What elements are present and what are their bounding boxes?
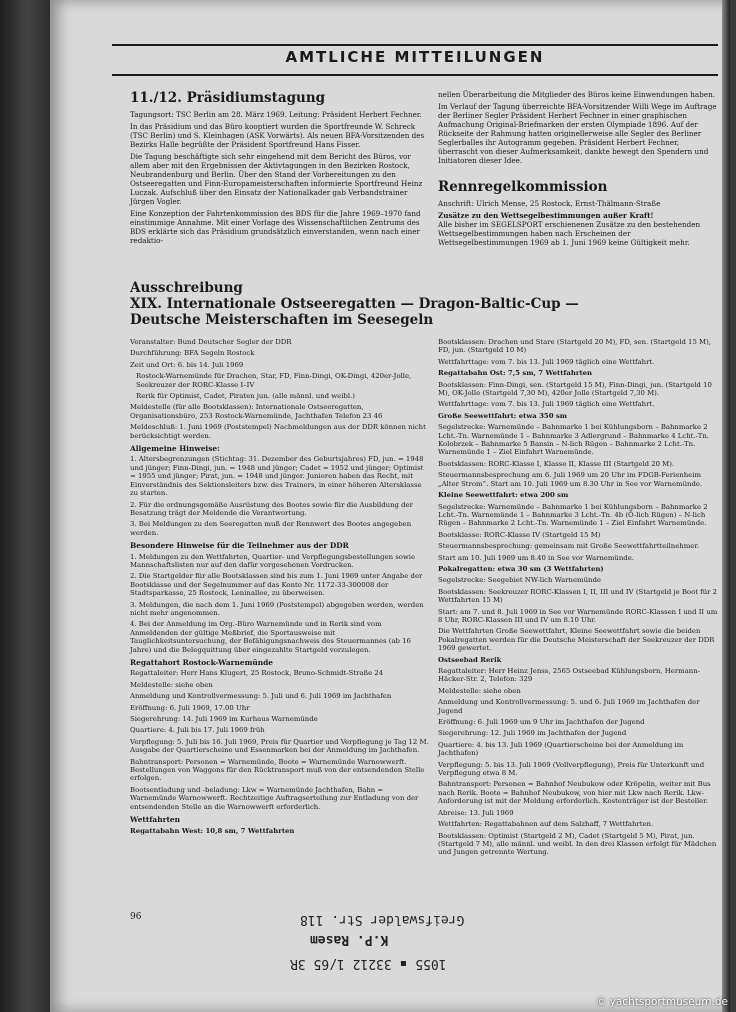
text-line: Veranstalter: Bund Deutscher Segler der DDR: [130, 338, 292, 346]
text-line: Bootsentladung und -beladung: Lkw = Warnemünde Jachthafen, Bahn = Warnemünde Warnowwerft. Rechtzeitige Auftragserteilung zur Entladung von der entsendenden Stelle an die Warnowwerft erforderlich.: [130, 785, 419, 811]
paragraph: Tagungsort: TSC Berlin am 28. März 1969. Leitung: Präsident Herbert Fechner.: [130, 110, 422, 119]
text-line: Quartiere: 4. bis 13. Juli 1969 (Quartierscheine bei der Anmeldung im Jachthafen): [438, 740, 684, 758]
top-right-column: [438, 90, 720, 250]
allgemeine-hinweise-title: Allgemeine Hinweise:: [130, 444, 220, 454]
text-line: Siegerehrung: 14. Juli 1969 im Kurhaus Warnemünde: [130, 715, 318, 724]
text-line: Wettfahrten: Regattabahnen auf dem Salzhaff, 7 Wettfahrten.: [438, 820, 654, 829]
ausschreibung-label: Ausschreibung: [130, 280, 243, 296]
list-item: 1. Meldungen zu den Wettfahrten, Quartier- und Verpflegungsbestellungen sowie Mannschaftslisten nur auf den dafür vorgesehenen Vordrucken.: [130, 552, 416, 569]
text-line: Bootsklassen: RORC-Klasse I, Klasse II, Klasse III (Startgeld 20 M).: [438, 459, 675, 468]
text-line: Bootsklassen: Seekreuzer RORC-Klassen I, II, III und IV (Startgeld je Boot für 2 Wettfahrten 15 M): [438, 587, 718, 605]
book-binding: [0, 0, 50, 1012]
text-line: Meldestelle: siehe oben: [438, 686, 521, 695]
text-line: Bootsklassen: Finn-Dingi, sen. (Startgeld 15 M), Finn-Dingi, jun. (Startgeld 10 M), OK-Jolle (Startgeld 7,30 M), 420er Jolle (Startgeld 7,30 M).: [438, 380, 712, 398]
text-line: Segelstrecke: Warnemünde – Bahnmarke 1 bei Kühlungsborn – Bahnmarke 2 Lcht.-Tn. Warnemünde 1 – Bahnmarke 3 Adlergrund – Bahnmarke 4 Lcht.-Tn. Kolobrzek – Bahnmarke 5 Bansin – N-lich Rügen – Bahnmarke 2 Lcht.-Tn. Warnemünde 1 – Ziel Einfahrt Warnemünde.: [438, 423, 709, 457]
text-line: Segelstrecke: Warnemünde – Bahnmarke 1 bei Kühlungsborn – Bahnmarke 2 Lcht.-Tn. Warnemünde 1 – Bahnmarke 3 Lcht.-Tn. 4b (Ö-lich Rügen) – N-lich Rügen – Bahnmarke 2 Lcht.-Tn. Warnemünde 1 – Ziel Einfahrt Warnemünde.: [438, 502, 708, 528]
text-line: Meldeschluß: 1. Juni 1969 (Poststempel) Nachmeldungen aus der DDR können nicht berücksichtigt werden.: [130, 423, 426, 440]
wettfahrten-title: Wettfahrten: [130, 815, 180, 825]
list-item: 3. Meldungen, die nach dem 1. Juni 1969 (Poststempel) abgegeben werden, werden nicht mehr angenommen.: [130, 600, 424, 617]
list-item: 4. Bei der Anmeldung im Org.-Büro Warnemünde und in Rerik sind vom Anmeldenden der gültige Meßbrief, die Sportausweise mit Tauglichkeitsuntersuchung, der Befähigungsnachweis des Steuermannes (ab 16 Jahre) und die Belegquittung über eingezahlte Startgeld vorzulegen.: [130, 620, 411, 654]
text-line: Start am 10. Juli 1969 um 8.40 in See vor Warnemünde.: [438, 553, 634, 562]
text-line: Bootsklasse: RORC-Klasse IV (Startgeld 15 M): [438, 530, 601, 539]
text-line: Verpflegung: 5. bis 13. Juli 1969 (Vollverpflegung), Preis für Unterkunft und Verpflegung etwa 8 M.: [438, 760, 705, 778]
text-line: Anmeldung und Kontrollvermessung: 5. Juli und 6. Juli 1969 im Jachthafen: [130, 692, 392, 701]
text-line: Pokalregatten: etwa 30 sm (3 Wettfahrten): [438, 564, 604, 573]
text-line: Regattabahn Ost: 7,5 sm, 7 Wettfahrten: [438, 369, 593, 378]
page-edge-shadow: [722, 0, 730, 1012]
zusaetze-title: Zusätze zu den Wettsegelbestimmungen außer Kraft!: [438, 211, 654, 220]
anschrift: Anschrift: Ulrich Mense, 25 Rostock, Ernst-Thälmann-Straße: [438, 199, 661, 208]
right-column: [438, 338, 722, 860]
list-item: 2. Die Startgelder für alle Bootsklassen sind bis zum 1. Juni 1969 unter Angabe der Bootsklasse und der Segelnummer auf das Konto Nr. 1172-33-300008 der Stadtsparkasse, 25 Rostock, Leninallee, zu überweisen.: [130, 572, 423, 598]
text-line: Meldestelle: siehe oben: [130, 680, 213, 689]
text-line: Bootsklassen: Optimist (Startgeld 2 M), Cadet (Startgeld 5 M), Pirat, jun. (Startgeld 7 M), alle männl. und weibl. In den drei Klassen erfolgt für Mädchen und Jungen getrennte Wertung.: [438, 831, 717, 857]
text-line: Bahntransport: Personen = Warnemünde, Boote = Warnemünde Warnowwerft. Bestellungen von Waggons für den Rücktransport muß von der entsendenden Stelle erfolgen.: [130, 757, 425, 783]
section-header: AMTLICHE MITTEILUNGEN: [285, 48, 545, 66]
ausschreibung-heading: [130, 280, 720, 328]
text-line: Regattaleiter: Herr Heinz Jenss, 2565 Ostseebad Kühlungsborn, Hermann-Häcker-Str. 2, Telefon: 329: [438, 667, 701, 684]
text-line: Ostseebad Rerik: [438, 655, 502, 664]
text-line: Rostock-Warnemünde für Drachen, Star, FD, Finn-Dingi, OK-Dingi, 420er-Jolle, Seekreuzer der RORC-Klasse I–IV: [136, 372, 412, 389]
praesidium-column: [130, 90, 430, 248]
list-item: 1. Altersbegrenzungen (Stichtag: 31. Dezember des Geburtsjahres) FD, jun. = 1948 und jünger; Finn-Dingi, jun. = 1948 und jünger; Cadet = 1952 und jünger; Optimist = 1955 und jünger; Pirat, jun. = 1948 und jünger. Junioren haben das Recht, mit Einverständnis des Sektionsleiters bzw. des Trainers, in einer höheren Altersklasse zu starten.: [130, 455, 424, 498]
paragraph: Im Verlauf der Tagung überreichte BFA-Vorsitzender Willi Wege im Auftrage der Berliner Segler Präsident Herbert Fechner in einer graphischen Aufmachung Original-Briefmarken der ersten Olympiade 1896. Auf der Rückseite der Rahmung hatten originellerweise alle Segler des Berliner Seglerballes ihr Autogramm gegeben. Präsident Herbert Fechner, überrascht von dieser Aufmerksamkeit, dankte bewegt den Spendern und Initiatoren dieser Idee.: [438, 102, 717, 165]
text-line: Steuermannsbesprechung am 6. Juli 1969 um 20 Uhr im FDGB-Ferienheim „Alter Strom“. Start am 10. Juli 1969 um 8.30 Uhr in See vor Warnemünde.: [438, 471, 703, 488]
watermark: © yachtsportmuseum.de: [595, 996, 728, 1008]
list-item: 2. Für die ordnungsgemäße Ausrüstung des Bootes sowie für die Ausbildung der Besatzung trägt der Meldende die Verantwortung.: [130, 500, 413, 517]
text-line: Steuermannsbesprechung: gemeinsam mit Große Seewettfahrtteilnehmer.: [438, 542, 700, 551]
text-line: Siegerehrung: 12. Juli 1969 im Jachthafen der Jugend: [438, 729, 627, 738]
page-number: 96: [130, 912, 142, 922]
text-line: Abreise: 13. Juli 1969: [438, 808, 514, 817]
address-stamp-line-1: Greifswalder Str. 118: [300, 912, 465, 927]
rennregel-heading: Rennregelkommission: [438, 179, 608, 195]
text-line: Bahntransport: Personen = Bahnhof Neubukow oder Kröpelin, weiter mit Bus nach Rerik. Boote = Bahnhof Neubukow, von hier mit Lkw nach Rerik. Lkw-Anforderung ist mit der Meldung erforderlich. Kostenträger ist der Besteller.: [438, 780, 711, 806]
document-page: [50, 0, 730, 1012]
text-line: Segelstrecke: Seegebiet NW-lich Warnemünde: [438, 576, 601, 585]
text-line: Anmeldung und Kontrollvermessung: 5. und 6. Juli 1969 im Jachthafen der Jugend: [438, 698, 700, 715]
paragraph: In das Präsidium und das Büro kooptiert wurden die Sportfreunde W. Schreck (TSC Berlin) und S. Kleinhagen (ASK Vorwärts). Als neuen BFA-Vorsitzenden des Bezirks Halle begrüßte der Präsident Sportfreund Hans Fisser.: [130, 122, 425, 149]
text-line: Regattaleiter: Herr Hans Klugert, 25 Rostock, Bruno-Schmidt-Straße 24: [130, 669, 384, 678]
ausschreibung-title-2: Deutsche Meisterschaften im Seesegeln: [130, 312, 434, 328]
text-line: Verpflegung: 5. Juli bis 16. Juli 1969, Preis für Quartier und Verpflegung je Tag 12 M. Ausgabe der Quartierscheine und Essenmarken bei der Anmeldung im Jachthafen.: [130, 737, 429, 755]
text-line: Große Seewettfahrt: etwa 350 sm: [438, 411, 568, 420]
zusaetze-text: Alle bisher im SEGELSPORT erschienenen Zusätze zu den bestehenden Wettsegelbestimmungen haben nach Erscheinen der Wettsegelbestimmungen 1969 ab 1. Juni 1969 keine Gültigkeit mehr.: [438, 220, 701, 247]
address-stamp-line-2: K.P. Rasem: [310, 932, 389, 947]
text-line: Die Wettfahrten Große Seewettfahrt, Kleine Seewettfahrt sowie die beiden Pokalregatten werden für die Deutsche Meisterschaft der Seekreuzer der DDR 1969 gewertet.: [438, 627, 715, 653]
text-line: Meldestelle (für alle Bootsklassen): Internationale Ostseeregatten, Organisationsbüro, 253 Rostock-Warnemünde, Jachthafen Telefon 23 46: [130, 403, 383, 420]
besondere-hinweise-title: Besondere Hinweise für die Teilnehmer aus der DDR: [130, 541, 349, 551]
header-rule-top: [112, 44, 718, 46]
left-column: [130, 338, 430, 838]
header-rule-bottom: [112, 74, 718, 76]
address-stamp-line-3: 1055 ▪ 33212 1/65 3R: [290, 956, 447, 971]
paragraph: Die Tagung beschäftigte sich sehr eingehend mit dem Bericht des Büros, vor allem aber mit den Ergebnissen der Aktivtagungen in den Bezirken Rostock, Neubrandenburg und Berlin. Über den Stand der Vorbereitungen zu den Ostseeregatten und Finn-Europameisterschaften informierte Sportfreund Heinz Luczak. Aufschluß über den Einsatz der Nationalkader gab Verbandstrainer Jürgen Vogler.: [130, 152, 423, 206]
text-line: Regattabahn West: 10,8 sm, 7 Wettfahrten: [130, 826, 295, 835]
list-item: 3. Bei Meldungen zu den Seeregatten muß der Rennwert des Bootes angegeben werden.: [130, 520, 412, 537]
text-line: Wettfahrttage: vom 7. bis 13. Juli 1969 täglich eine Wettfahrt.: [438, 400, 655, 409]
paragraph: nellen Überarbeitung die Mitglieder des Büros keine Einwendungen haben.: [438, 90, 715, 99]
praesidium-heading: 11./12. Präsidiumstagung: [130, 90, 326, 106]
regattahort-title: Regattahort Rostock-Warnemünde: [130, 658, 274, 667]
text-line: Rerik für Optimist, Cadet, Piraten jun. (alle männl. und weibl.): [136, 392, 355, 401]
text-line: Quartiere: 4. Juli bis 17. Juli 1969 früh: [130, 726, 265, 735]
text-line: Start: am 7. und 8. Juli 1969 in See vor Warnemünde RORC-Klassen I und II um 8 Uhr, RORC-Klassen III und IV um 8.10 Uhr.: [438, 607, 718, 624]
text-line: Kleine Seewettfahrt: etwa 200 sm: [438, 491, 569, 500]
text-line: Eröffnung: 6. Juli 1969, 17.00 Uhr: [130, 703, 250, 712]
ausschreibung-title-1: XIX. Internationale Ostseeregatten — Dragon-Baltic-Cup —: [130, 296, 579, 312]
paragraph: Eine Konzeption der Fahrtenkommission des BDS für die Jahre 1969–1970 fand einstimmige Annahme. Mit einer Vorlage des Wissenschaftlichen Zentrums des BDS erklärte sich das Präsidium grundsätzlich einverstanden, wenn nach einer redaktio-: [130, 209, 421, 245]
text-line: Zeit und Ort: 6. bis 14. Juli 1969: [130, 360, 244, 369]
text-line: Bootsklassen: Drachen und Stare (Startgeld 20 M), FD, sen. (Startgeld 15 M), FD, jun. (Startgeld 10 M): [438, 338, 711, 355]
text-line: Durchführung: BFA Segeln Rostock: [130, 349, 255, 358]
text-line: Wettfahrttage: vom 7. bis 13. Juli 1969 täglich eine Wettfahrt.: [438, 357, 655, 366]
text-line: Eröffnung: 6. Juli 1969 um 9 Uhr im Jachthafen der Jugend: [438, 718, 645, 727]
